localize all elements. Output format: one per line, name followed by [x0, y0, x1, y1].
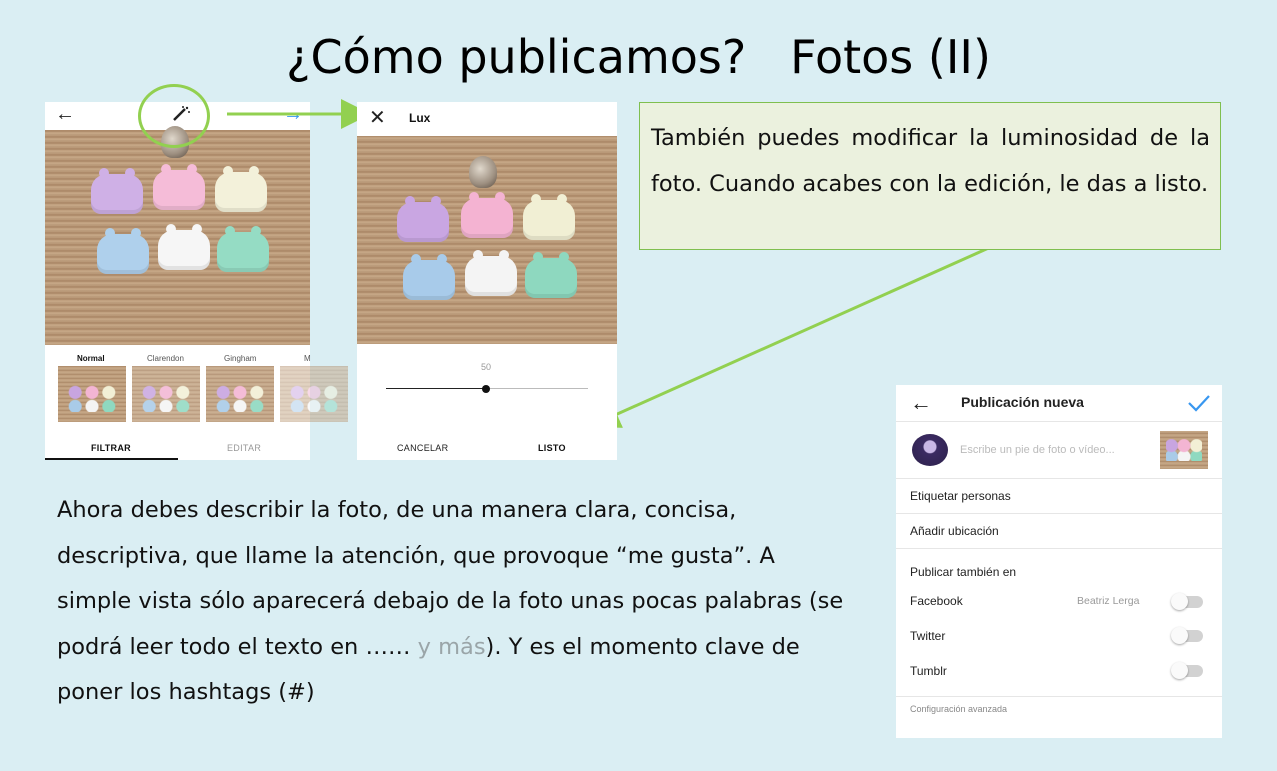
photo-hat [403, 260, 455, 300]
done-button[interactable]: LISTO [538, 443, 566, 453]
filter-label: Normal [77, 354, 105, 363]
network-tumblr: Tumblr [910, 664, 947, 678]
facebook-toggle[interactable] [1173, 596, 1203, 608]
paragraph-text: Ahora debes describir la foto, de una manera clara, concisa, descriptiva, que llame la atención, que provoque “me gusta”. A simple vista sólo aparecerá debajo de la foto unas pocas palabras (se podrá leer todo el texto en …… [57, 497, 844, 660]
twitter-toggle[interactable] [1173, 630, 1203, 642]
callout-box: También puedes modificar la luminosidad de la foto. Cuando acabes con la edición, le das a listo. [639, 102, 1221, 250]
photo-hat [465, 256, 517, 296]
close-icon[interactable]: ✕ [369, 107, 386, 129]
more-link-text: y más [417, 633, 486, 660]
tab-edit[interactable]: EDITAR [227, 443, 262, 453]
photo-jar [469, 156, 497, 188]
new-post-screen [896, 385, 1222, 738]
tag-people-item[interactable]: Etiquetar personas [910, 489, 1011, 503]
facebook-account: Beatriz Lerga [1077, 595, 1140, 607]
post-thumbnail [1160, 431, 1208, 469]
photo-hat [397, 202, 449, 242]
slide-title: ¿Cómo publicamos? Fotos (II) [286, 30, 991, 84]
tumblr-toggle[interactable] [1173, 665, 1203, 677]
photo-hat [525, 258, 577, 298]
add-location-item[interactable]: Añadir ubicación [910, 524, 999, 538]
back-arrow-icon[interactable]: ← [55, 103, 75, 125]
check-icon[interactable] [1187, 394, 1211, 412]
caption-input[interactable]: Escribe un pie de foto o vídeo... [960, 444, 1115, 456]
new-post-title: Publicación nueva [961, 394, 1084, 410]
filter-label: Gingham [224, 354, 257, 363]
next-arrow-icon[interactable]: → [283, 103, 303, 125]
filter-label: M [304, 354, 311, 363]
slider-fill [386, 388, 487, 389]
body-paragraph [57, 488, 847, 716]
back-arrow-icon[interactable]: ← [910, 390, 932, 415]
network-facebook: Facebook [910, 594, 963, 608]
avatar [912, 434, 948, 466]
tab-filter[interactable]: FILTRAR [91, 443, 131, 453]
cancel-button[interactable]: CANCELAR [397, 443, 449, 453]
advanced-settings-link[interactable]: Configuración avanzada [910, 704, 1008, 714]
also-publish-label: Publicar también en [910, 565, 1017, 579]
photo-preview [357, 136, 617, 344]
network-twitter: Twitter [910, 629, 946, 643]
slider-handle[interactable] [482, 385, 490, 393]
photo-hat [523, 200, 575, 240]
filter-label: Clarendon [147, 354, 184, 363]
slider-value: 50 [481, 362, 492, 372]
paragraph-end: ). Y es el momento clave de poner los hashtags (#) [57, 633, 800, 705]
photo-hat [461, 198, 513, 238]
lux-toolbar [357, 102, 617, 136]
lux-title: Lux [409, 111, 431, 125]
lux-screen [357, 102, 617, 460]
